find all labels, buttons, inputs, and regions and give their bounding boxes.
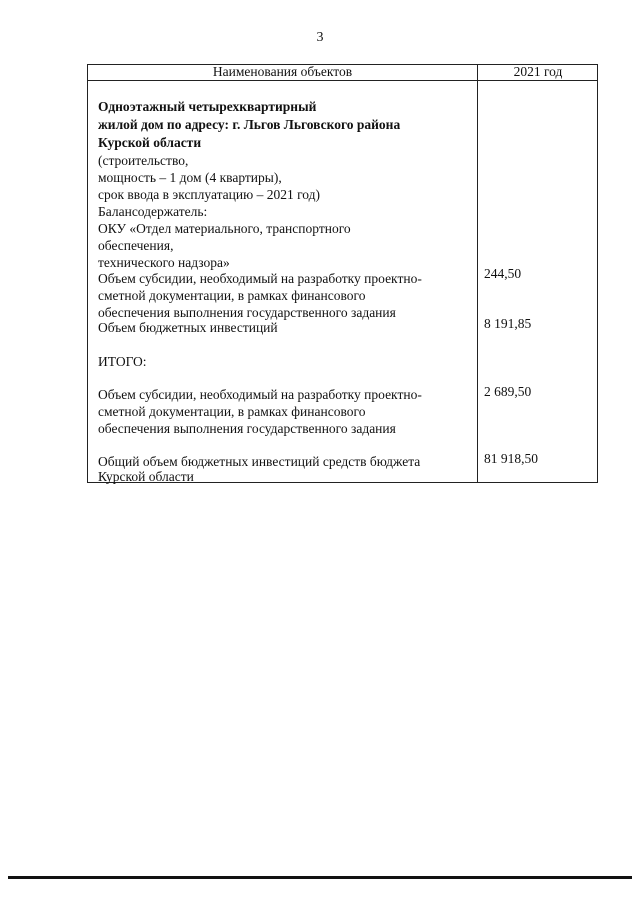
object-detail-line: технического надзора» xyxy=(98,255,230,270)
object-subsidy-line: обеспечения выполнения государственного задания xyxy=(98,305,396,320)
object-detail-line: обеспечения, xyxy=(98,238,174,253)
total-subsidy-line: Объем субсидии, необходимый на разработку проектно- xyxy=(98,387,422,402)
object-subsidy-line: Объем субсидии, необходимый на разработку проектно- xyxy=(98,271,422,286)
object-detail-line: (строительство, xyxy=(98,153,189,168)
total-label: ИТОГО: xyxy=(98,354,147,369)
page-number: 3 xyxy=(316,30,324,45)
object-detail-line: ОКУ «Отдел материального, транспортного xyxy=(98,221,351,236)
object-investment-value: 8 191,85 xyxy=(484,316,532,331)
total-investment-line: Общий объем бюджетных инвестиций средств бюджета xyxy=(98,454,421,469)
total-investment-value: 81 918,50 xyxy=(484,451,538,466)
object-title-line: жилой дом по адресу: г. Льгов Льговского района xyxy=(98,117,401,132)
object-title-line: Курской области xyxy=(98,135,202,150)
total-subsidy-line: сметной документации, в рамках финансового xyxy=(98,404,366,419)
total-investment-line: Курской области xyxy=(98,469,194,484)
object-detail-line: срок ввода в эксплуатацию – 2021 год) xyxy=(98,187,321,202)
total-subsidy-line: обеспечения выполнения государственного задания xyxy=(98,421,396,436)
object-subsidy-value: 244,50 xyxy=(484,266,522,281)
column-divider xyxy=(477,64,478,483)
object-detail-line: Балансодержатель: xyxy=(98,204,208,219)
column-header-year: 2021 год xyxy=(513,64,563,79)
object-investment-label: Объем бюджетных инвестиций xyxy=(98,320,278,335)
object-detail-line: мощность – 1 дом (4 квартиры), xyxy=(98,170,282,185)
column-header-name: Наименования объектов xyxy=(212,64,353,79)
total-subsidy-value: 2 689,50 xyxy=(484,384,532,399)
header-divider xyxy=(87,80,598,81)
object-subsidy-line: сметной документации, в рамках финансового xyxy=(98,288,366,303)
bottom-rule xyxy=(8,876,632,879)
object-title-line: Одноэтажный четырехквартирный xyxy=(98,99,317,114)
